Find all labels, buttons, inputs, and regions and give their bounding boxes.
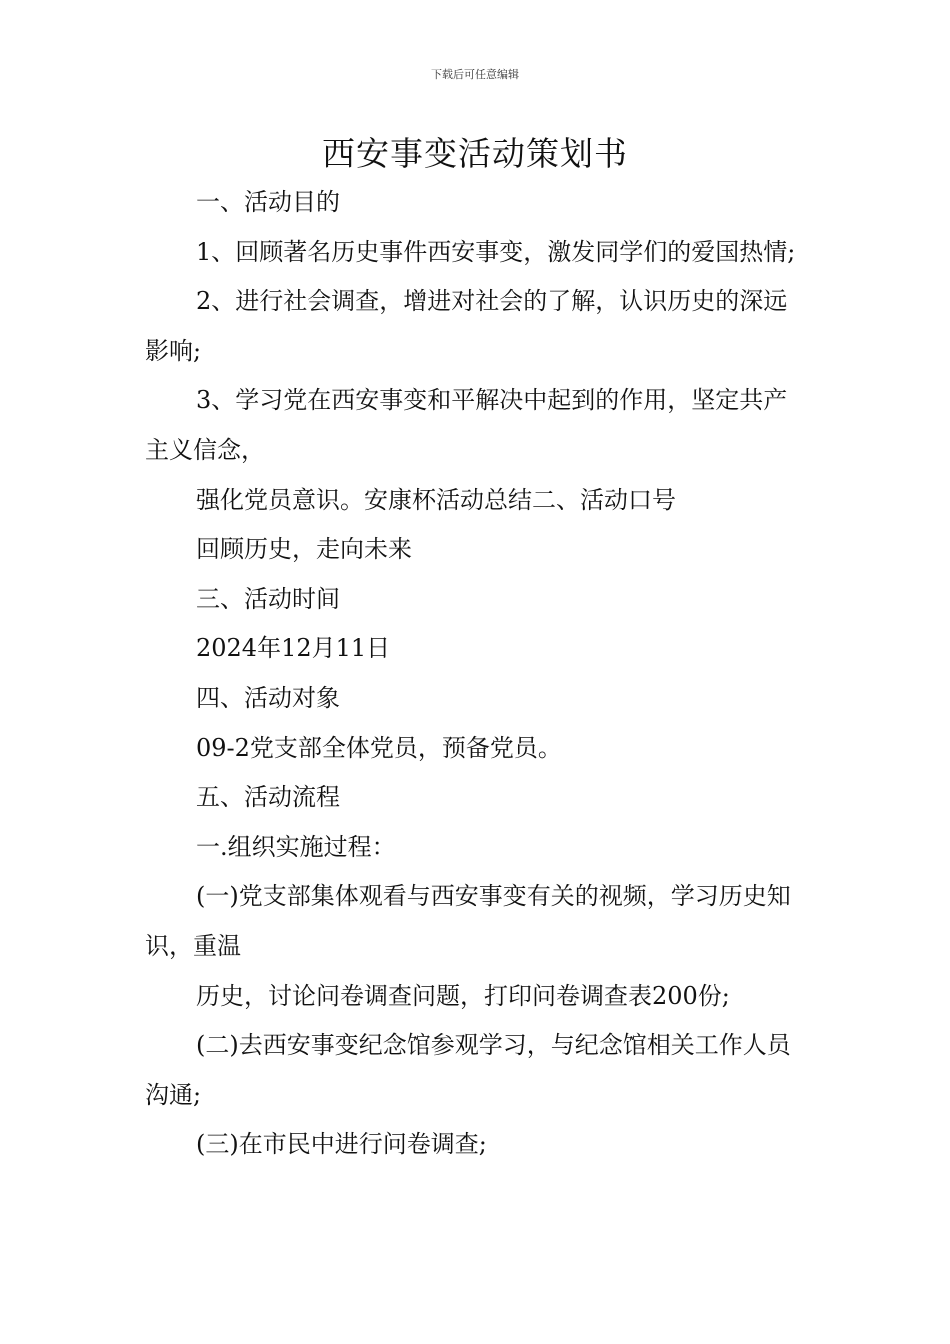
body-paragraph: 09-2党支部全体党员，预备党员。 — [196, 733, 562, 762]
body-paragraph: 历史，讨论问卷调查问题，打印问卷调查表200份; — [196, 981, 730, 1010]
body-paragraph: (一)党支部集体观看与西安事变有关的视频，学习历史知识，重温 — [145, 882, 791, 960]
document-body — [145, 178, 810, 1170]
header-note: 下载后可任意编辑 — [431, 68, 519, 81]
document-title: 西安事变活动策划书 — [322, 134, 628, 173]
body-paragraph: (二)去西安事变纪念馆参观学习，与纪念馆相关工作人员沟通; — [145, 1031, 791, 1109]
body-paragraph: 2024年12月11日 — [196, 634, 391, 663]
body-paragraph: 3、学习党在西安事变和平解决中起到的作用，坚定共产主义信念， — [145, 386, 788, 464]
body-paragraph: 回顾历史，走向未来 — [196, 535, 412, 564]
section-heading: 四、活动对象 — [196, 683, 340, 712]
body-paragraph: 强化党员意识。安康杯活动总结二、活动口号 — [196, 485, 676, 514]
body-paragraph: 1、回顾著名历史事件西安事变，激发同学们的爱国热情; — [196, 237, 796, 266]
section-heading: 五、活动流程 — [196, 783, 340, 812]
body-paragraph: 2、进行社会调查，增进对社会的了解，认识历史的深远影响; — [145, 287, 788, 365]
body-paragraph: 一.组织实施过程： — [196, 832, 396, 861]
section-heading: 一、活动目的 — [196, 188, 340, 216]
section-heading: 三、活动时间 — [196, 584, 340, 613]
body-paragraph: (三)在市民中进行问卷调查; — [196, 1130, 487, 1159]
